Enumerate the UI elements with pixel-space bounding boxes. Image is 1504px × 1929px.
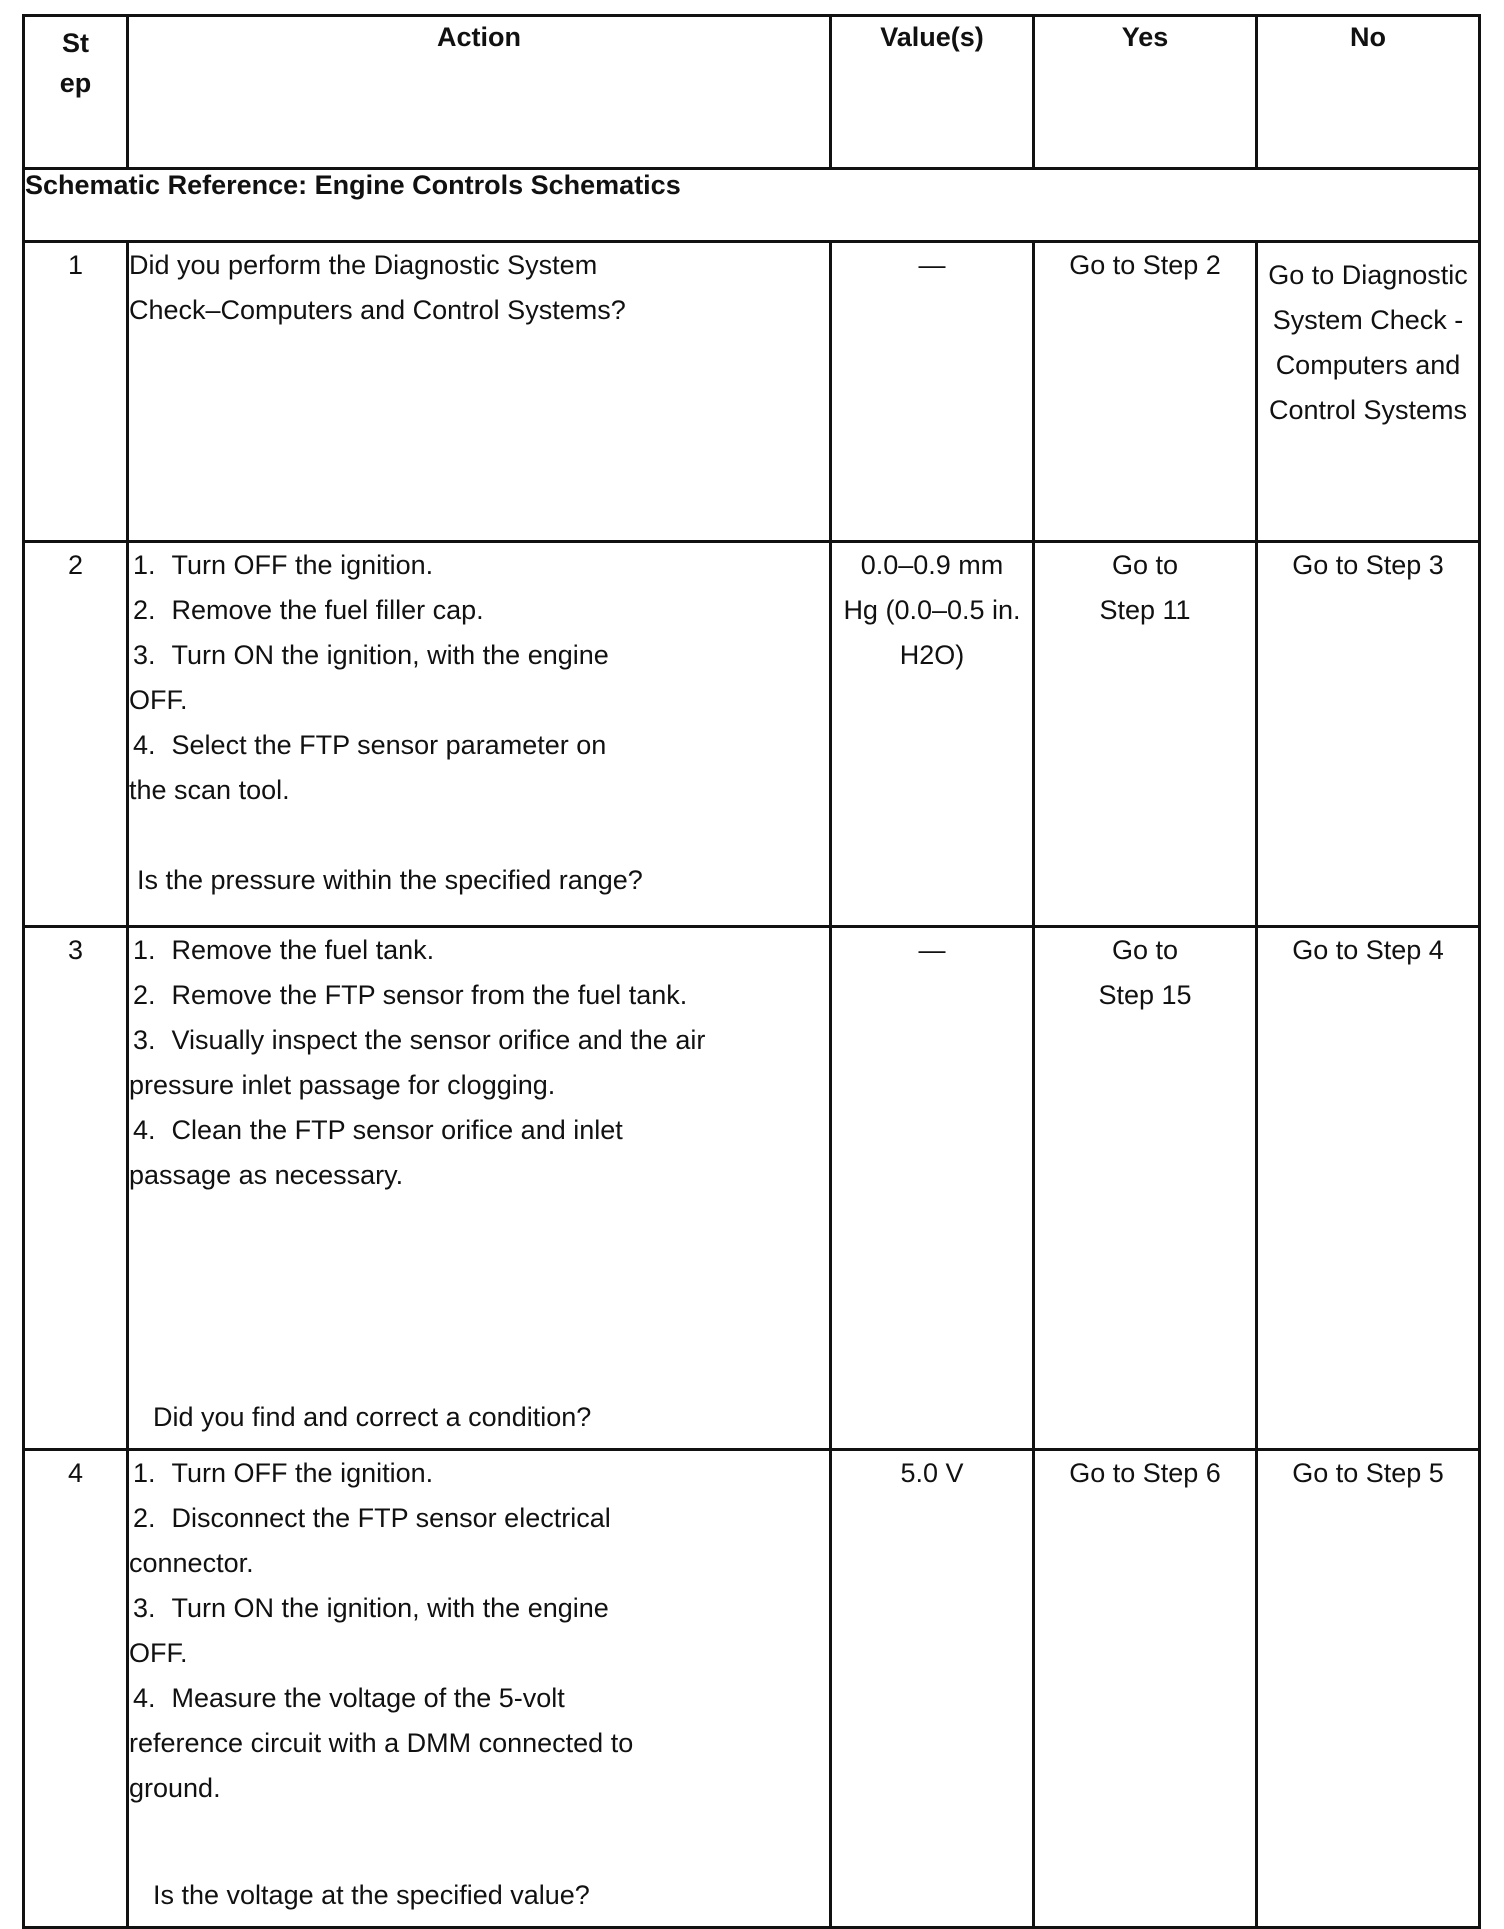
no-cell: Go to Step 3 (1257, 542, 1480, 927)
action-cell (128, 1450, 831, 1928)
list-item: 1. Remove the fuel tank. (133, 935, 435, 965)
yes-header: Yes (1034, 16, 1257, 169)
step-number: 1 (24, 242, 128, 542)
list-item: 2. Remove the FTP sensor from the fuel tank. (133, 980, 688, 1010)
list-item: 3. Turn ON the ignition, with the engine OFF. (129, 640, 609, 715)
diagnostic-table (22, 14, 1481, 1929)
no-cell: Go to Step 5 (1257, 1450, 1480, 1928)
schematic-reference: Schematic Reference: Engine Controls Schematics (24, 169, 1480, 242)
action-question: Is the pressure within the specified range? (137, 865, 643, 895)
values-header: Value(s) (831, 16, 1034, 169)
schematic-reference-row (24, 169, 1480, 242)
step-number: 2 (24, 542, 128, 927)
step-header: St ep (24, 16, 128, 169)
step-number: 3 (24, 927, 128, 1450)
action-steps (129, 543, 649, 813)
list-item: 3. Visually inspect the sensor orifice and the air pressure inlet passage for clogging. (129, 1025, 706, 1100)
yes-cell: Go to Step 11 (1034, 542, 1257, 927)
value-cell: 0.0–0.9 mm Hg (0.0–0.5 in. H2O) (831, 542, 1034, 927)
no-cell: Go to Step 4 (1257, 927, 1480, 1450)
list-item: 1. Turn OFF the ignition. (133, 550, 434, 580)
value-cell: — (831, 242, 1034, 542)
action-cell (128, 927, 831, 1450)
table-row (24, 542, 1480, 927)
table-row (24, 927, 1480, 1450)
action-header: Action (128, 16, 831, 169)
header-row (24, 16, 1480, 169)
list-item: 4. Measure the voltage of the 5-volt reference circuit with a DMM connected to ground. (129, 1683, 634, 1803)
list-item: 4. Clean the FTP sensor orifice and inlet passage as necessary. (129, 1115, 623, 1190)
list-item: 4. Select the FTP sensor parameter on the scan tool. (129, 730, 607, 805)
list-item: 2. Disconnect the FTP sensor electrical connector. (129, 1503, 611, 1578)
action-steps (129, 928, 729, 1198)
yes-cell: Go to Step 15 (1034, 927, 1257, 1450)
yes-cell: Go to Step 2 (1034, 242, 1257, 542)
list-item: 1. Turn OFF the ignition. (133, 1458, 434, 1488)
table-row (24, 1450, 1480, 1928)
action-text: Did you perform the Diagnostic System Check–Computers and Control Systems? (129, 250, 626, 325)
value-cell: 5.0 V (831, 1450, 1034, 1928)
action-question: Is the voltage at the specified value? (153, 1880, 590, 1910)
action-steps (129, 1451, 649, 1811)
value-cell: — (831, 927, 1034, 1450)
list-item: 2. Remove the fuel filler cap. (133, 595, 484, 625)
step-number: 4 (24, 1450, 128, 1928)
action-cell (128, 542, 831, 927)
action-question: Did you find and correct a condition? (153, 1402, 592, 1432)
action-cell (128, 242, 831, 542)
yes-cell: Go to Step 6 (1034, 1450, 1257, 1928)
table-row (24, 242, 1480, 542)
no-cell: Go to Diagnostic System Check - Computers and Control Systems (1257, 242, 1480, 542)
no-header: No (1257, 16, 1480, 169)
list-item: 3. Turn ON the ignition, with the engine OFF. (129, 1593, 609, 1668)
